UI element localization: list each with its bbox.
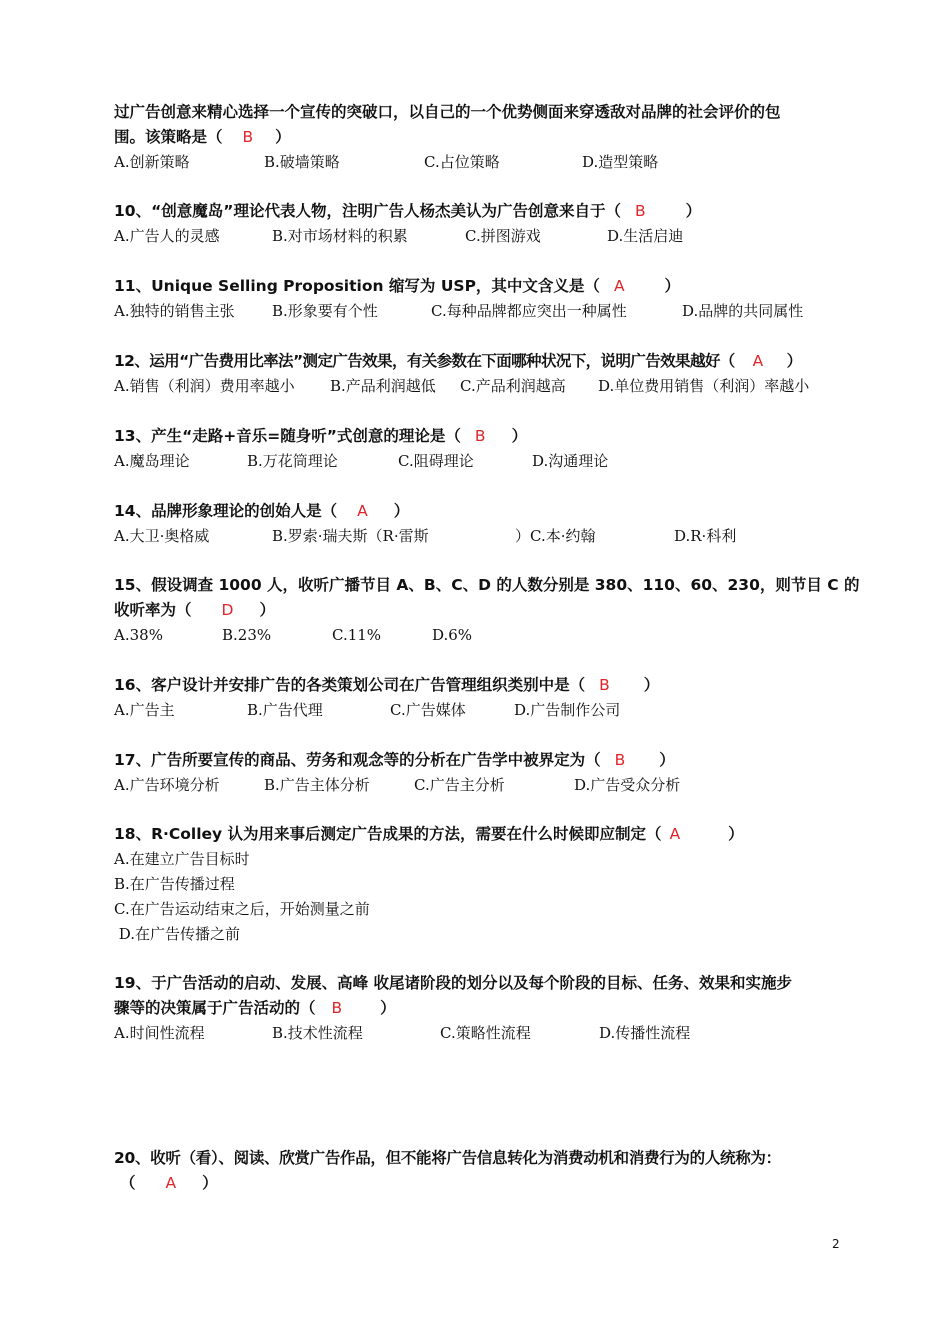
question-stem: 14、品牌形象理论的创始人是（ A ） bbox=[114, 499, 844, 524]
question-stem: 13、产生“走路+音乐=随身听”式创意的理论是（ B ） bbox=[114, 424, 844, 449]
question-17 bbox=[114, 748, 844, 798]
answer-mark: B bbox=[331, 999, 343, 1017]
question-stem: 17、广告所要宣传的商品、劳务和观念等的分析在广告学中被界定为（ B ） bbox=[114, 748, 844, 773]
option: B.对市场材料的积累 bbox=[272, 227, 408, 245]
question-18 bbox=[114, 822, 844, 947]
option: D.6% bbox=[432, 626, 473, 644]
question-stem: 10、“创意魔岛”理论代表人物，注明广告人杨杰美认为广告创意来自于（ B ） bbox=[114, 199, 844, 224]
options-row bbox=[114, 374, 844, 399]
option: A.广告人的灵感 bbox=[114, 227, 220, 245]
option: A.广告主 bbox=[114, 701, 175, 719]
option: C.占位策略 bbox=[424, 153, 500, 171]
options-row bbox=[114, 698, 844, 723]
option: B.技术性流程 bbox=[272, 1024, 363, 1042]
question-12 bbox=[114, 349, 844, 399]
option: D.R·科利 bbox=[674, 527, 737, 545]
question-10 bbox=[114, 199, 844, 249]
option: B.罗索·瑞夫斯（R·雷斯 bbox=[272, 527, 429, 545]
answer-mark: D bbox=[221, 601, 234, 619]
option: B.万花筒理论 bbox=[247, 452, 338, 470]
option: C.阻碍理论 bbox=[398, 452, 474, 470]
option: A.大卫·奥格威 bbox=[114, 527, 210, 545]
option: C.策略性流程 bbox=[440, 1024, 531, 1042]
option: A.时间性流程 bbox=[114, 1024, 205, 1042]
options-row bbox=[114, 1021, 844, 1046]
option: C.每种品牌都应突出一种属性 bbox=[431, 302, 627, 320]
options-row bbox=[114, 773, 844, 798]
answer-mark: A bbox=[613, 277, 625, 295]
question-stem: 15、假设调查 1000 人，收听广播节目 A、B、C、D 的人数分别是 380、110、60、230，则节目 C 的 bbox=[114, 576, 860, 594]
options-row bbox=[114, 449, 844, 474]
answer-mark: B bbox=[614, 751, 626, 769]
option: D.造型策略 bbox=[582, 153, 659, 171]
answer-mark: A bbox=[752, 352, 763, 370]
option: A.38% bbox=[114, 626, 163, 644]
option: B.形象要有个性 bbox=[272, 302, 378, 320]
option: C.拼图游戏 bbox=[465, 227, 541, 245]
option: A.魔岛理论 bbox=[114, 452, 190, 470]
question-13 bbox=[114, 424, 844, 474]
question-20 bbox=[114, 1146, 844, 1196]
options-row bbox=[114, 623, 844, 648]
answer-mark: A bbox=[357, 502, 368, 520]
question-stem: 骤等的决策属于广告活动的（ B ） bbox=[114, 996, 844, 1021]
answer-mark: B bbox=[599, 676, 610, 694]
option: D.沟通理论 bbox=[532, 452, 609, 470]
option: C.广告主分析 bbox=[414, 776, 505, 794]
option: A.广告环境分析 bbox=[114, 776, 220, 794]
option: D.广告制作公司 bbox=[514, 701, 621, 719]
question-stem: 收听率为（ D ） bbox=[114, 598, 844, 623]
question-stem: 16、客户设计并安排广告的各类策划公司在广告管理组织类别中是（ B ） bbox=[114, 673, 844, 698]
question-stem: 19、于广告活动的启动、发展、高峰 收尾诸阶段的划分以及每个阶段的目标、任务、效果和实施步 bbox=[114, 974, 792, 992]
answer-mark: A bbox=[165, 1174, 177, 1192]
option: C.广告媒体 bbox=[390, 701, 466, 719]
question-stem: 过广告创意来精心选择一个宣传的突破口，以自己的一个优势侧面来穿透敌对品牌的社会评价的包 bbox=[114, 103, 781, 121]
option: C.在广告运动结束之后，开始测量之前 bbox=[114, 900, 370, 918]
question-16 bbox=[114, 673, 844, 723]
page-number: 2 bbox=[832, 1237, 840, 1251]
question-19 bbox=[114, 971, 844, 1046]
question-9 bbox=[114, 100, 844, 175]
question-stem: 12、运用“广告费用比率法”测定广告效果，有关参数在下面哪种状况下，说明广告效果越好（ A ） bbox=[114, 349, 844, 374]
option: C.产品利润越高 bbox=[460, 377, 566, 395]
option: B.产品利润越低 bbox=[330, 377, 436, 395]
option: B.23% bbox=[222, 626, 272, 644]
option: ）C.本·约翰 bbox=[515, 527, 596, 545]
options-row bbox=[114, 299, 844, 324]
option: D.传播性流程 bbox=[599, 1024, 691, 1042]
option: D.广告受众分析 bbox=[574, 776, 681, 794]
question-stem: 20、收听（看）、阅读、欣赏广告作品，但不能将广告信息转化为消费动机和消费行为的人统称为： bbox=[114, 1149, 781, 1167]
option: D.在广告传播之前 bbox=[114, 925, 241, 943]
answer-mark: B bbox=[242, 128, 254, 146]
options-row bbox=[114, 524, 844, 549]
question-stem: 11、Unique Selling Proposition 缩写为 USP，其中文含义是（ A ） bbox=[114, 274, 844, 299]
answer-mark: A bbox=[669, 825, 681, 843]
options-row bbox=[114, 150, 844, 175]
option: B.广告代理 bbox=[247, 701, 323, 719]
option: A.独特的销售主张 bbox=[114, 302, 235, 320]
option: A.销售（利润）费用率越小 bbox=[114, 377, 295, 395]
question-15 bbox=[114, 573, 860, 648]
option: D.单位费用销售（利润）率越小 bbox=[598, 377, 810, 395]
question-stem: 18、R·Colley 认为用来事后测定广告成果的方法，需要在什么时候即应制定（ A ） bbox=[114, 822, 844, 847]
question-stem: 围。该策略是（ B ） bbox=[114, 125, 844, 150]
question-11 bbox=[114, 274, 844, 324]
question-14 bbox=[114, 499, 844, 549]
option: C.11% bbox=[332, 626, 382, 644]
options-row bbox=[114, 224, 844, 249]
option: B.破墙策略 bbox=[264, 153, 340, 171]
option: D.生活启迪 bbox=[607, 227, 684, 245]
option: B.在广告传播过程 bbox=[114, 875, 235, 893]
option: D.品牌的共同属性 bbox=[682, 302, 804, 320]
answer-mark: B bbox=[474, 427, 486, 445]
question-stem: （ A ） bbox=[114, 1171, 844, 1196]
answer-mark: B bbox=[634, 202, 646, 220]
option: A.创新策略 bbox=[114, 153, 190, 171]
option: B.广告主体分析 bbox=[264, 776, 370, 794]
option: A.在建立广告目标时 bbox=[114, 850, 250, 868]
